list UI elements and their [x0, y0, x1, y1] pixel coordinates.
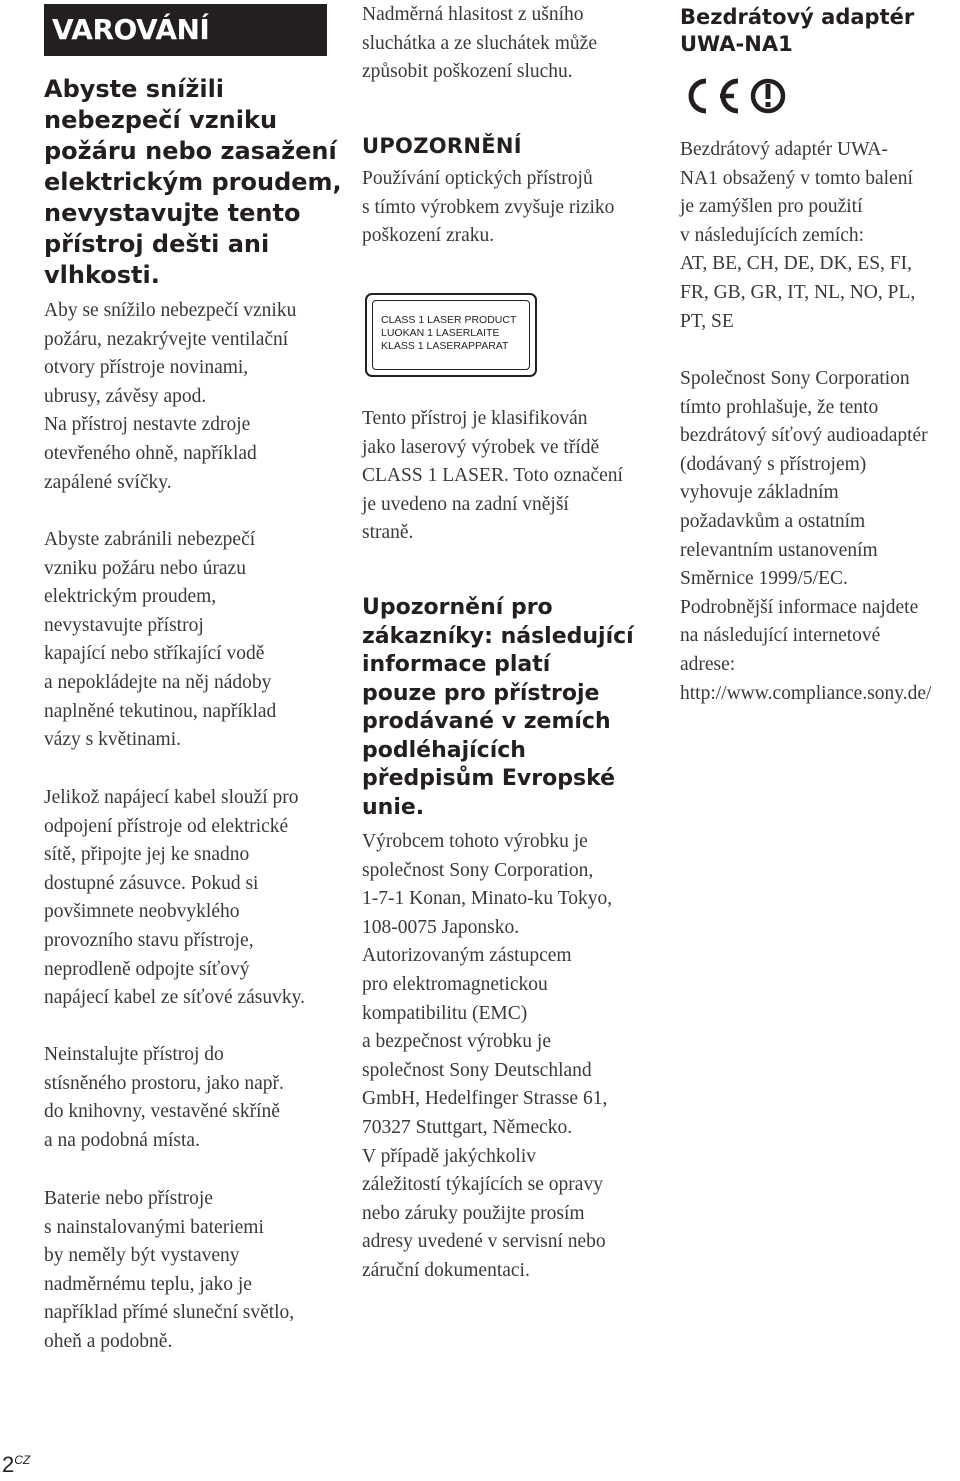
laser-class-label: [365, 293, 537, 377]
laser-class-paragraph: Tento přístroj je klasifikován jako laserový výrobek ve třídě CLASS 1 LASER. Toto označení je uvedeno na zadní vnější straně.: [362, 408, 623, 544]
installation-paragraph: Neinstalujte přístroj do stísněného prostoru, jako např. do knihovny, vestavěné skříně a na podobná místa.: [44, 1044, 284, 1151]
laser-label-text: CLASS 1 LASER PRODUCT LUOKAN 1 LASERLAITE KLASS 1 LASERAPPARAT: [381, 314, 517, 352]
caution-paragraph: Používání optických přístrojů s tímto výrobkem zvyšuje riziko poškození zraku.: [362, 168, 615, 247]
declaration-paragraph: Společnost Sony Corporation tímto prohlašuje, že tento bezdrátový síťový audioadaptér (dodávaný s přístrojem) vyhovuje základním požadavkům a ostatním relevantním ustanovením Směrnice 1999/5/EC. Podrobnější informace najdete na následující internetové adrese: http://www.compliance.sony.de/: [680, 365, 960, 708]
ce-alert-mark-icon: [680, 76, 790, 116]
water-warning-paragraph: Abyste zabránili nebezpečí vzniku požáru nebo úrazu elektrickým proudem, nevystavujte přístroj kapající nebo stříkající vodě a nepokládejte na něj nádoby naplněné tekutinou, například vázy s květinami.: [44, 529, 277, 751]
headphone-warning-paragraph: Nadměrná hlasitost z ušního sluchátka a ze sluchátek může způsobit poškození sluchu.: [362, 4, 597, 83]
caution-title: UPOZORNĚNÍ: [362, 134, 522, 158]
compliance-link: http://www.compliance.sony.de/: [680, 682, 932, 704]
warning-banner: VAROVÁNÍ: [44, 4, 327, 56]
adapter-countries-paragraph: Bezdrátový adaptér UWA- NA1 obsažený v tomto balení je zamýšlen pro použití v následujících zemích: AT, BE, CH, DE, DK, ES, FI, FR, GB, GR, IT, NL, NO, PL, PT, SE: [680, 139, 916, 332]
language-code: CZ: [14, 1453, 31, 1467]
main-warning: Abyste snížili nebezpečí vzniku požáru nebo zasažení elektrickým proudem, nevystavujte tento přístroj dešti ani vlhkosti.: [44, 75, 342, 289]
power-cable-paragraph: Jelikož napájecí kabel slouží pro odpojení přístroje od elektrické sítě, připojte jej ke snadno dostupné zásuvce. Pokud si povšimnete neobvyklého provozního stavu přístroje, neprodleně odpojte síťový napájecí kabel ze síťové zásuvky.: [44, 787, 305, 1009]
manufacturer-paragraph: Výrobcem tohoto výrobku je společnost Sony Corporation, 1-7-1 Konan, Minato-ku Tokyo, 108-0075 Japonsko. Autorizovaným zástupcem pro elektromagnetickou kompatibilitu (EMC) a bezpečnost výrobku je společnost Sony Deutschland GmbH, Hedelfinger Strasse 61, 70327 Stuttgart, Německo. V případě jakýchkoliv záležitostí týkajících se opravy nebo záruky použijte prosím adresy uvedené v servisní nebo záruční dokumentaci.: [362, 831, 613, 1281]
eu-customer-heading: Upozornění pro zákazníky: následující informace platí pouze pro přístroje prodávané v zemích podléhajících předpisům Evropské unie.: [362, 595, 634, 820]
page-number: [2, 1452, 30, 1478]
adapter-title: Bezdrátový adaptér UWA-NA1: [680, 5, 915, 56]
fire-ventilation-paragraph: Aby se snížilo nebezpečí vzniku požáru, nezakrývejte ventilační otvory přístroje novinami, ubrusy, závěsy apod. Na přístroj nestavte zdroje otevřeného ohně, například zapálené svíčky.: [44, 300, 297, 493]
page-number-value: 2: [2, 1452, 15, 1477]
battery-paragraph: Baterie nebo přístroje s nainstalovanými bateriemi by neměly být vystaveny nadměrnému teplu, jako je například přímé sluneční světlo, oheň a podobně.: [44, 1188, 295, 1352]
